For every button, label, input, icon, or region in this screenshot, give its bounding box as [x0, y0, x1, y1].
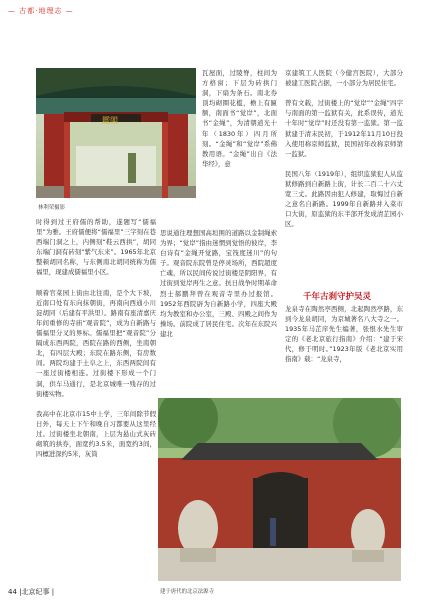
temple-photo [158, 398, 401, 581]
gateway-photo-caption: 林利荣摄影 [38, 205, 65, 211]
middle-column-text: 思说通往理想国高垣围的道路以金制绳索为界；“觉岸”指由迷惘到觉悟的彼岸，李白诗有“金绳开觉路，宝筏度迷川”的句子。观音院东院曾是停灵场所，西院超度亡魂，所以民间传说过街楼是阴阳界，有过街到觉岸再生之意。抗日战争时期革命烈士郝鹏拜曾在观音寺里办过报馆。1952年西院辟为自新路小学，四座大殿均为教室和办公室，三殿、四殿之间作为操场。前院成了居民住宅。次年在东院兴建北 [160, 229, 277, 338]
gateway-illustration [36, 68, 196, 198]
middle-column-top-text: 瓦屋面，过陵脊，柱间为方格窗；下层为砖拱门洞，下扇为条石。南北券顶均砌圈花槛，檐上有匾额，南面书“觉岸”，北面书“金绳”，为清朝道光十年（1830年）四月所刻。“金绳”和“觉岸”系佛教用语。“金绳”出自《法华经》，意 [202, 69, 277, 168]
temple-photo-caption: 建于唐代的北京法源寺 [160, 589, 214, 595]
right-column-bottom-text: 龙泉寺在陶然亭西侧，北起陶然亭路，东到今龙泉胡同，为京城著名八大寺之一。1935年马芷庠先生编著，张恨水先生审定的《老北京旅行指南》介绍：“建于宋代，修于明时。”1923年版《老北京实用指南》载：“龙泉寺， [285, 305, 403, 364]
right-column-text: 京建筑工人医院（今健宫医院），大部分被建工医院占据，一小部分为居民住宅。 曾有文载，过街楼上的“觉岸”“金绳”四字与南面的第一监狱有关，此系误传，道光十年时“觉岸”时还没有第一监狱。第一监狱建于清末民初，于1912年11月10日投入使用称京师监狱，民国初年改称京师第一监狱。 民国八年（1919年），组织监狱犯人从监狱修路到自新路上街，计长二百二十六丈宽三丈。此路因由犯人修建，取悔过自新之意名自新路。1999年自新路并入菜市口大街，原监狱的东半部开发成清芷园小区。 [285, 69, 403, 229]
temple-illustration [158, 398, 401, 581]
gateway-plaque-text: 鑑閣 [102, 116, 118, 125]
section-heading: 千年古刹守护吴灵 [303, 292, 372, 302]
page-footer: 44 |北京纪事 | [8, 588, 55, 596]
gateway-photo [36, 68, 196, 198]
section-tag: — 古都·地理志 — [8, 7, 74, 15]
left-column-text: 时得到过王府儒的帮助，遂题写“儒福里”为雅。王府儒便将“儒福里”三字刻在巷西端门洞之上，内侧刻“鞋云西拱”，胡同东端门洞有砖刻“紫气东来”。1965年北京整顿胡同名称，与东侧南北胡同统称为儒福里，现建成儒福里小区。 顺着官菜园上街由北往南，是个大下坡，近南口处有东向抹朝街，再南向西通小川淀胡同（后建有平洪里）。路南有座清嘉庆年间重修的寺庙“观音院”，成为自新路与儒福里分叉的界标。儒福里把“观音院”分隔成东西两院，西院在路的西侧，坐南朝北，有四层大殿；东院在路东侧，有房数间。两院均建于土阜之上，东西两院间有一座过街楼相连。过街楼下形成一个门洞，供车马通行，是北京城唯一残存的过街楼实物。 我高中在北京市15中上学，三年间除节假日外，每天上下午和晚自习都要从这里经过。过街楼坐北朝南，上层为悬山式灰砖砌筑的拱券，面宽约3.5米，面宽约3间，四檩进深约5米，灰筒 [36, 218, 156, 459]
